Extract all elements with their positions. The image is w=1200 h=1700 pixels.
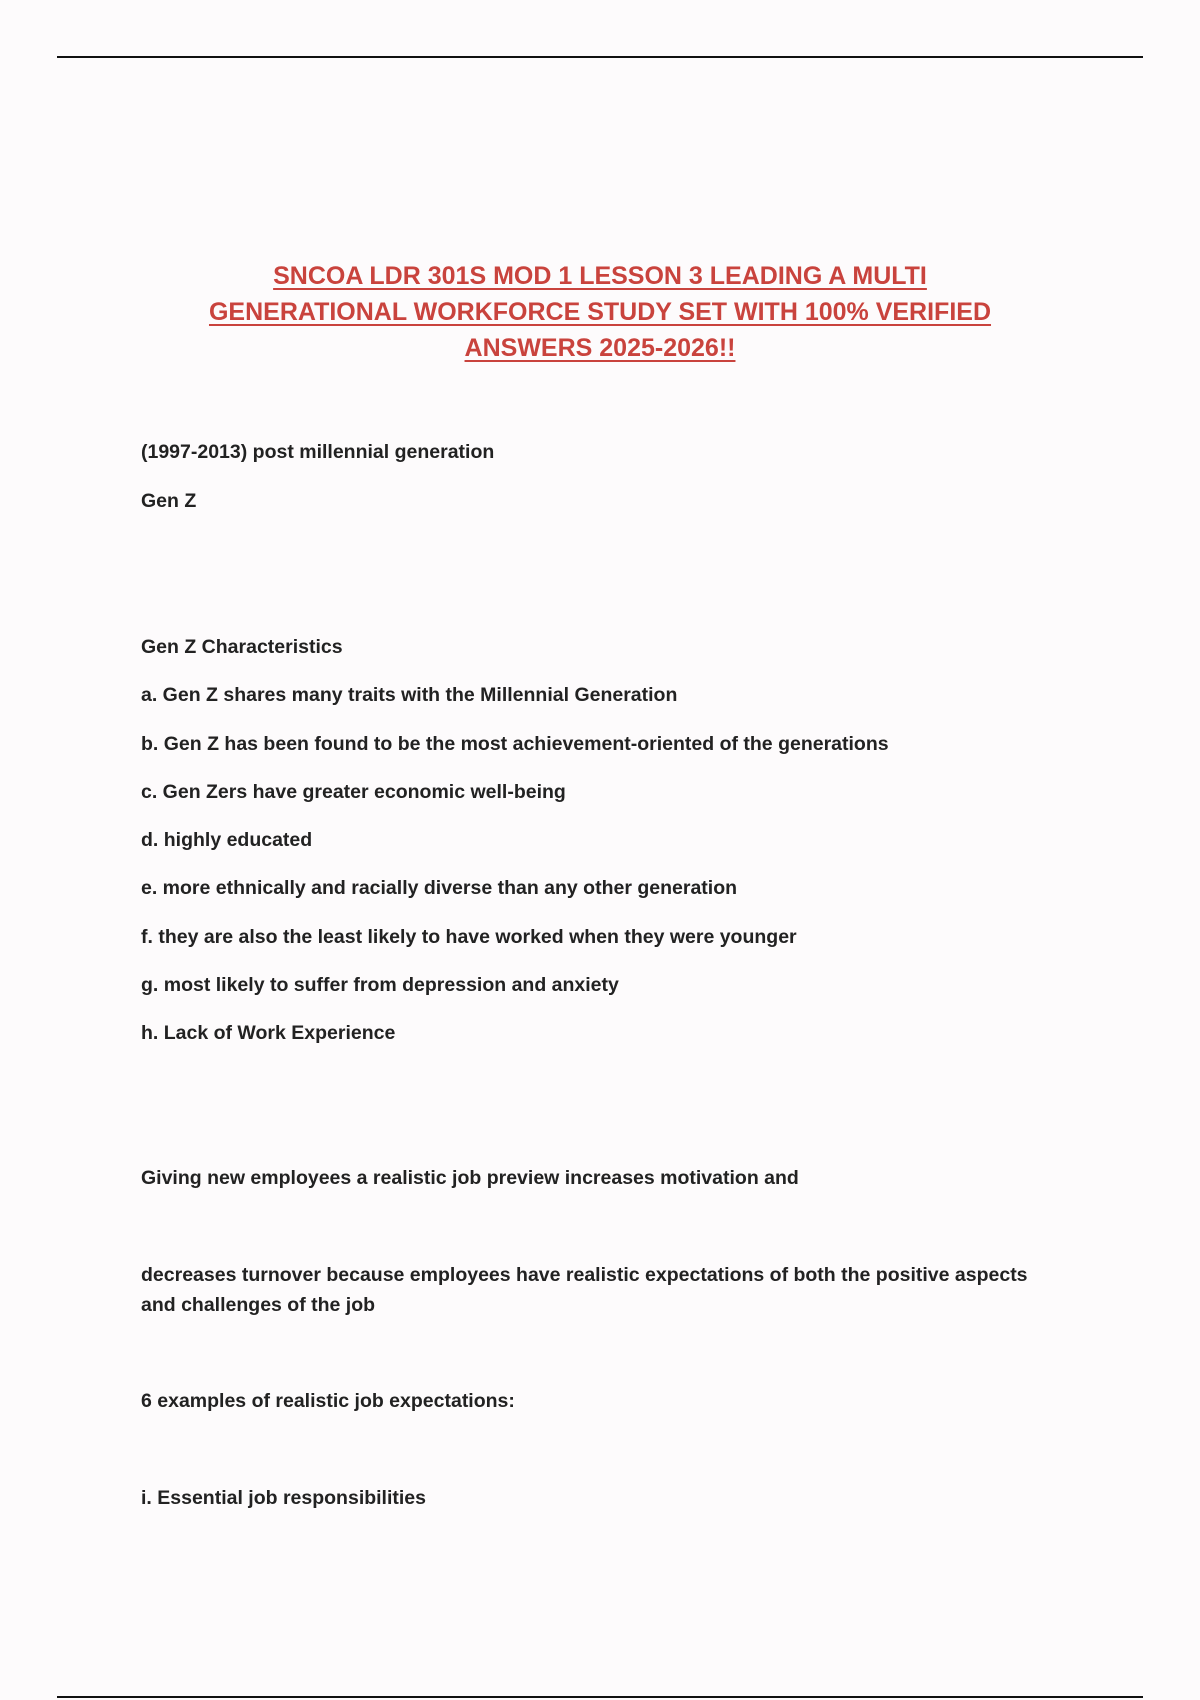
title-line-1: SNCOA LDR 301S MOD 1 LESSON 3 LEADING A MULTI — [273, 262, 927, 290]
document-title — [100, 258, 1100, 366]
list-item: f. they are also the least likely to have worked when they were younger — [141, 926, 797, 948]
title-line-2: GENERATIONAL WORKFORCE STUDY SET WITH 100% VERIFIED — [208, 298, 992, 326]
bottom-rule — [57, 1696, 1143, 1698]
list-item: a. Gen Z shares many traits with the Millennial Generation — [141, 684, 678, 706]
list-item: b. Gen Z has been found to be the most achievement-oriented of the generations — [141, 733, 889, 755]
card-3-definition: decreases turnover because employees have realistic expectations of both the positive aspects and challenges of the job — [141, 1264, 1028, 1316]
list-item: g. most likely to suffer from depression and anxiety — [141, 974, 619, 996]
list-item: e. more ethnically and racially diverse than any other generation — [141, 877, 738, 899]
list-item: d. highly educated — [141, 829, 313, 851]
title-line-3: ANSWERS 2025-2026!! — [464, 334, 736, 362]
top-rule — [57, 56, 1143, 58]
list-item: h. Lack of Work Experience — [141, 1022, 396, 1044]
card-1-term: (1997-2013) post millennial generation — [141, 441, 495, 463]
card-1-definition: Gen Z — [141, 490, 197, 512]
card-2-term: Gen Z Characteristics — [141, 636, 343, 658]
list-item: i. Essential job responsibilities — [141, 1487, 426, 1509]
list-item: c. Gen Zers have greater economic well-being — [141, 781, 566, 803]
card-3-term: Giving new employees a realistic job preview increases motivation and — [141, 1167, 799, 1189]
card-4-term: 6 examples of realistic job expectations: — [141, 1390, 515, 1412]
